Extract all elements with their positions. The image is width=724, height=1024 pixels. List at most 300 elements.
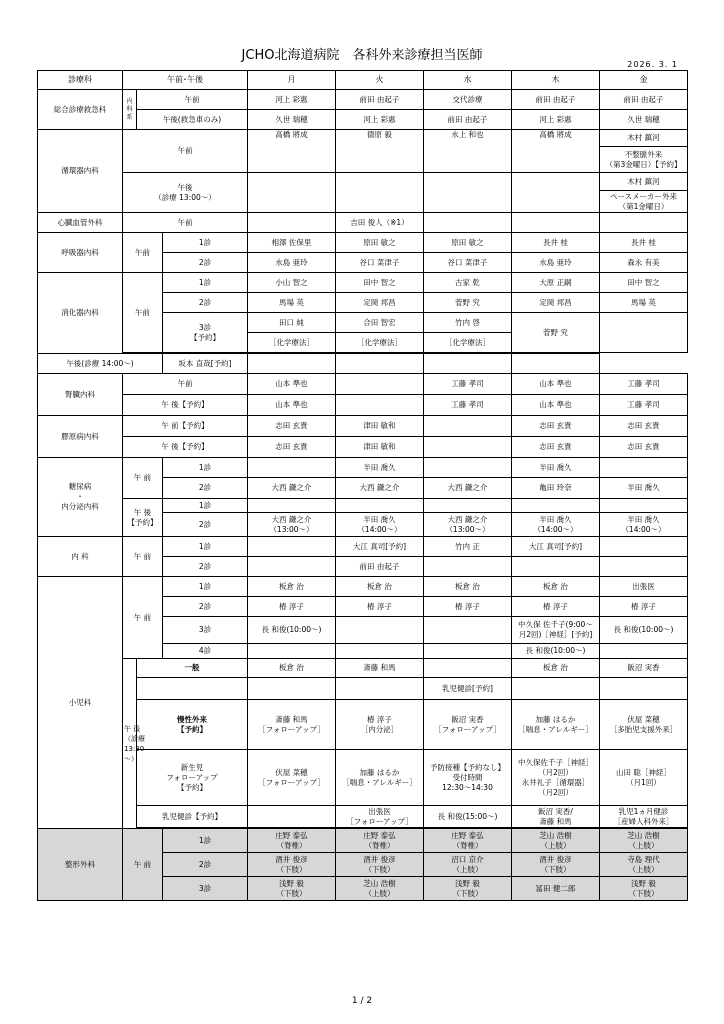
doc-line: 予防接種【予約なし】: [430, 762, 505, 772]
room-label: 2診: [163, 557, 248, 577]
note-line: ペースメーカー外来: [610, 191, 677, 201]
doctor-cell: 津田 敏和: [336, 437, 424, 458]
doc-spec: ［喘息・アレルギー］: [342, 777, 417, 787]
slot-label: [123, 173, 248, 213]
doctor-cell: [248, 499, 336, 513]
doctor-cell: 河上 彩惠: [512, 110, 600, 130]
diabetes-row3: [38, 499, 688, 513]
doctor-cell: 大西 鎌之介: [424, 478, 512, 499]
doctor-cell: 板倉 治: [248, 659, 336, 678]
doctor-cell: 田中 智之: [600, 273, 688, 293]
doctor-cell: [248, 644, 336, 659]
doc-spec: ［フォローアップ］: [434, 724, 501, 734]
room-label: 1診: [163, 829, 248, 853]
dept-diabetes: [38, 458, 123, 537]
doctor-cell: 半田 喬久: [512, 458, 600, 478]
room-label: [137, 678, 248, 700]
doc-spec: （下肢）: [276, 864, 307, 874]
peds-general-row: [38, 659, 688, 678]
doc-name: 半田 喬久: [627, 514, 660, 524]
doc-spec: （上肢）: [540, 840, 571, 850]
doctor-cell: 前田 由起子: [336, 90, 424, 110]
doc-line: （月2回）: [538, 767, 573, 777]
vascular-row: [38, 213, 688, 233]
doctor-cell: [336, 354, 424, 374]
chemo-note: ［化学療法］: [424, 333, 512, 353]
doctor-cell: [424, 458, 512, 478]
doctor-cell: 定岡 邦昌: [512, 293, 600, 313]
doc-name: 寺島 理代: [627, 854, 660, 864]
doctor-cell: 高橋 將成: [248, 130, 336, 173]
doctor-cell: [600, 499, 688, 513]
room-line: 【予約】: [177, 724, 207, 734]
doctor-cell: 半田 喬久: [600, 478, 688, 499]
room-label: [137, 750, 248, 806]
doctor-cell: [336, 678, 424, 700]
doctor-cell: [512, 750, 600, 806]
room-label: 2診: [163, 513, 248, 537]
doctor-cell: 長 和俊(10:00～): [600, 617, 688, 644]
room-label: 3診: [163, 617, 248, 644]
doc-line: 月2回)［神経］[予約]: [518, 630, 593, 639]
doctor-cell: 山本 準也: [248, 395, 336, 416]
doctor-cell: 相澤 佐保里: [248, 233, 336, 253]
dept-line: 内分泌内科: [61, 502, 99, 511]
room-label: 1診: [163, 537, 248, 557]
doctor-cell: [248, 700, 336, 750]
room-label: 2診: [163, 597, 248, 617]
doctor-cell: 前田 由起子: [336, 557, 424, 577]
col-dept: 診療科: [38, 71, 123, 90]
dept-line: 糖尿病: [68, 482, 92, 491]
doctor-cell: 大西 鎌之介: [336, 478, 424, 499]
doc-name: 庄野 泰弘: [451, 830, 484, 840]
kidney-am-row: [38, 374, 688, 395]
doctor-cell: 小山 智之: [248, 273, 336, 293]
doctor-cell: [424, 659, 512, 678]
doctor-cell: 椿 淳子: [600, 597, 688, 617]
doc-name: 庄野 泰弘: [363, 830, 396, 840]
doctor-cell: 山本 準也: [248, 374, 336, 395]
doctor-cell: 志田 玄貴: [248, 437, 336, 458]
doctor-cell: 山本 準也: [512, 395, 600, 416]
room-note: 【予約】: [190, 332, 220, 342]
doctor-cell: 斎藤 和馬: [336, 659, 424, 678]
doctor-cell: [424, 644, 512, 659]
doc-time: （13:00～）: [445, 524, 490, 534]
doc-name: 酒井 俊彦: [363, 854, 396, 864]
doctor-cell: 志田 玄貴: [512, 416, 600, 437]
doctor-cell: 半田 喬久: [336, 458, 424, 478]
doctor-cell: [248, 513, 336, 537]
doctor-cell: 原田 敏之: [336, 233, 424, 253]
slot-note: （診療 13:00～）: [154, 192, 216, 202]
doctor-cell: [600, 750, 688, 806]
room-label: 2診: [163, 253, 248, 273]
doctor-cell: 水島 亜玲: [248, 253, 336, 273]
doc-spec: （上肢）: [364, 888, 395, 898]
doc-spec: （上肢）: [628, 864, 659, 874]
col-wed: 水: [424, 71, 512, 90]
room-text: 3診: [198, 322, 212, 332]
doctor-cell: [424, 354, 512, 374]
doc-time: （14:00～）: [357, 524, 402, 534]
doctor-cell: [248, 354, 336, 374]
doctor-cell: 長 和俊(15:00～): [424, 806, 512, 828]
doctor-cell: 久世 瑞穂: [248, 110, 336, 130]
doctor-cell: 交代診療: [424, 90, 512, 110]
doc-name: 芝山 浩樹: [627, 830, 660, 840]
doctor-cell: 德原 毅: [336, 130, 424, 173]
doctor-cell: [248, 213, 336, 233]
doctor-cell: [248, 877, 336, 901]
doctor-cell: [248, 806, 336, 828]
doctor-cell: [600, 513, 688, 537]
doctor-cell: 工藤 孝司: [600, 395, 688, 416]
dept-general: 総合診療救急科: [38, 90, 123, 130]
doctor-cell: [248, 853, 336, 877]
doc-name: 椿 淳子: [367, 714, 392, 724]
doc-spec: （脊椎）: [452, 840, 483, 850]
doctor-cell: [512, 853, 600, 877]
slot-label: 午前: [123, 130, 248, 173]
col-thu: 木: [512, 71, 600, 90]
room-label: 2診: [163, 478, 248, 499]
peds-row1: [38, 577, 688, 597]
doctor-cell: 椿 淳子: [424, 597, 512, 617]
slot-text: 午後: [177, 182, 193, 192]
doc-name: 浅野 毅: [631, 878, 656, 888]
doctor-cell: 椿 淳子: [336, 597, 424, 617]
doc-line: 受付時間: [452, 772, 483, 782]
note-line: （第1金曜日）: [618, 201, 669, 211]
col-mon: 月: [248, 71, 336, 90]
doctor-cell: 板倉 治: [336, 577, 424, 597]
room-label: 1診: [163, 458, 248, 478]
doctor-cell: [512, 617, 600, 644]
doc-name: 伏屋 菜穂: [275, 767, 308, 777]
doc-spec: ［喘息・アレルギー］: [518, 724, 593, 734]
note-line: （第3金曜日）【予約】: [605, 159, 682, 169]
doctor-cell: [336, 750, 424, 806]
doctor-cell: 水上 和也: [424, 130, 512, 173]
slot-text: 午 後: [133, 507, 152, 517]
doc-line: 斎藤 和馬: [539, 816, 572, 826]
doctor-cell: 竹内 啓: [424, 313, 512, 333]
doc-spec: （月1回）: [626, 777, 661, 787]
dept-internal: 内 科: [38, 537, 123, 577]
doctor-cell: [424, 700, 512, 750]
doctor-cell: [600, 700, 688, 750]
doc-spec: ［フォローアップ］: [258, 724, 325, 734]
doctor-cell: [248, 678, 336, 700]
doctor-cell: 田口 純: [248, 313, 336, 333]
slot-label: [123, 499, 163, 537]
doctor-cell: 長 和俊(10:00～): [248, 617, 336, 644]
dept-vascular: 心臓血管外科: [38, 213, 123, 233]
slot-label: 午後(診療 14:00～): [38, 354, 163, 374]
doctor-cell: [336, 395, 424, 416]
doctor-cell: [336, 374, 424, 395]
doctor-cell: 谷口 菜津子: [336, 253, 424, 273]
doctor-cell: [512, 806, 600, 828]
doctor-cell: [512, 513, 600, 537]
slot-note: 【予約】: [127, 517, 158, 527]
doctor-cell: [600, 678, 688, 700]
slot-label: 午 後【予約】: [123, 395, 248, 416]
doctor-cell: 工藤 孝司: [600, 374, 688, 395]
slot-label: 午後(救急車のみ): [137, 110, 248, 130]
doc-spec: （脊椎）: [364, 840, 395, 850]
page-number: 1 / 2: [351, 996, 373, 1006]
doctor-cell: [424, 829, 512, 853]
doctor-cell: 志田 玄貴: [248, 416, 336, 437]
doctor-cell: [600, 853, 688, 877]
doc-name: 沼口 京介: [451, 854, 484, 864]
kidney-pm-row: [38, 395, 688, 416]
doctor-cell: [512, 700, 600, 750]
doctor-cell: 河上 彩惠: [336, 110, 424, 130]
doctor-cell: [336, 806, 424, 828]
doctor-cell: 森永 有美: [600, 253, 688, 273]
doc-name: 芝山 浩樹: [363, 878, 396, 888]
doctor-cell: [424, 853, 512, 877]
slot-line: 午 後: [124, 724, 141, 733]
doctor-cell: [248, 829, 336, 853]
ortho-row1: [38, 829, 688, 853]
slot-label: 午 前: [123, 577, 163, 659]
doctor-cell: 竹内 正: [424, 537, 512, 557]
doctor-cell: 古家 乾: [424, 273, 512, 293]
doctor-cell: 大江 真司[予約]: [512, 537, 600, 557]
room-label: [163, 313, 248, 353]
doctor-cell: 合田 智宏: [336, 313, 424, 333]
dept-kidney: 腎臓内科: [38, 374, 123, 416]
doctor-cell: 久世 瑞穂: [600, 110, 688, 130]
doc-spec: ［フォローアップ］: [258, 777, 325, 787]
doc-spec: （下肢）: [628, 888, 659, 898]
general-sub: 内科系: [123, 90, 137, 130]
doctor-cell: [424, 750, 512, 806]
dept-line: ・: [76, 492, 84, 501]
doc-spec: （下肢）: [452, 888, 483, 898]
doctor-cell: [336, 853, 424, 877]
doctor-cell: [336, 829, 424, 853]
doctor-cell: [424, 416, 512, 437]
doc-line: ［フォローアップ］: [346, 816, 413, 826]
doc-name: 冨田 健二郎: [535, 883, 576, 893]
doc-name: 加藤 はるか: [359, 767, 400, 777]
room-label: 4診: [163, 644, 248, 659]
doctor-cell: [600, 877, 688, 901]
doctor-cell: [512, 499, 600, 513]
doc-time: （14:00～）: [533, 524, 578, 534]
dept-gastro: 消化器内科: [38, 273, 123, 354]
slot-label: [123, 659, 145, 829]
doctor-cell: [512, 557, 600, 577]
doc-line: 12:30～14:30: [442, 782, 493, 792]
doc-line: 永井礼子［循環器］: [521, 777, 590, 787]
doctor-cell: 長 和俊(10:00～): [512, 644, 600, 659]
doctor-cell: [600, 644, 688, 659]
fri-note-cell: [600, 147, 688, 173]
slot-label: 午前: [123, 233, 163, 273]
doctor-cell: [424, 499, 512, 513]
doc-spec: （下肢）: [540, 864, 571, 874]
dept-ortho: 整形外科: [38, 829, 123, 901]
doctor-cell: 菅野 究: [512, 313, 600, 353]
doc-name: 山田 聡［神経］: [616, 767, 671, 777]
room-label: 1診: [163, 577, 248, 597]
issue-date: 2026. 3. 1: [627, 60, 678, 69]
doctor-cell: 椿 淳子: [512, 597, 600, 617]
resp-row1: [38, 233, 688, 253]
collagen-am-row: [38, 416, 688, 437]
room-label: 2診: [163, 293, 248, 313]
doctor-cell: 田中 智之: [336, 273, 424, 293]
slot-label: 午前: [137, 90, 248, 110]
doctor-cell: [248, 750, 336, 806]
doctor-cell: 定岡 邦昌: [336, 293, 424, 313]
col-slot: 午前･午後: [123, 71, 248, 90]
doctor-cell: [336, 877, 424, 901]
doctor-cell: 工藤 孝司: [424, 374, 512, 395]
doctor-cell: 板倉 治: [424, 577, 512, 597]
doctor-cell: [336, 700, 424, 750]
note-line: 不整脈外来: [624, 149, 663, 159]
doc-name: 浅野 毅: [455, 878, 480, 888]
doctor-cell: 飯沼 実香: [600, 659, 688, 678]
slot-label: 午 前: [123, 458, 163, 499]
doc-line: 中久保佐千子［神経］: [518, 757, 593, 767]
doctor-cell: [512, 877, 600, 901]
doctor-cell: [336, 644, 424, 659]
doc-spec: ［内分泌］: [360, 724, 399, 734]
gastro-pm-row: [38, 354, 688, 374]
room-line: 【予約】: [177, 782, 207, 792]
dept-pediatrics: 小児科: [38, 577, 123, 829]
doctor-cell: 志田 玄貴: [512, 437, 600, 458]
room-label: 1診: [163, 233, 248, 253]
col-tue: 火: [336, 71, 424, 90]
doctor-cell: 前田 由起子: [600, 90, 688, 110]
fri-note-cell: [600, 191, 688, 213]
doctor-cell: 出張医: [600, 577, 688, 597]
doctor-cell: [424, 513, 512, 537]
doctor-cell: 乳児健診[予約]: [424, 678, 512, 700]
doc-name: 半田 喬久: [363, 514, 396, 524]
doctor-cell: [512, 173, 600, 213]
slot-line: ～）: [124, 754, 138, 763]
doctor-cell: 坂本 直哉[予約]: [163, 354, 248, 374]
doctor-cell: [424, 877, 512, 901]
doctor-cell: [600, 537, 688, 557]
page-title: JCHO北海道病院 各科外来診療担当医師: [241, 48, 483, 63]
doc-line: ［産婦人科外来］: [613, 816, 674, 826]
doctor-cell: 長井 桂: [512, 233, 600, 253]
chemo-note: ［化学療法］: [248, 333, 336, 353]
doctor-cell: 長井 桂: [600, 233, 688, 253]
doc-name: 半田 喬久: [539, 514, 572, 524]
doc-line: （月2回）: [538, 787, 573, 797]
room-label: 1診: [163, 273, 248, 293]
slot-line: 13:30: [124, 744, 145, 753]
doc-name: 大西 鎌之介: [271, 514, 312, 524]
doc-spec: （下肢）: [364, 864, 395, 874]
doctor-cell: 前田 由起子: [512, 90, 600, 110]
doctor-cell: 板倉 治: [248, 577, 336, 597]
doctor-cell: 工藤 孝司: [424, 395, 512, 416]
doctor-cell: 板倉 治: [512, 659, 600, 678]
doctor-cell: 椿 淳子: [248, 597, 336, 617]
internal-row1: [38, 537, 688, 557]
doc-line: 出張医: [368, 806, 391, 816]
slot-label: 午 前: [123, 829, 163, 901]
room-line: 新生児: [180, 762, 204, 772]
doctor-cell: [336, 173, 424, 213]
chemo-note: ［化学療法］: [336, 333, 424, 353]
doctor-cell: 大西 鎌之介: [248, 478, 336, 499]
doc-line: 中久保 佐千子(9:00～: [518, 620, 593, 629]
doc-spec: （上肢）: [452, 864, 483, 874]
doctor-cell: [600, 806, 688, 828]
doctor-cell: [424, 213, 512, 233]
slot-label: 午 後【予約】: [123, 437, 248, 458]
doctor-cell: [512, 678, 600, 700]
doctor-cell: [336, 513, 424, 537]
room-label: 乳児健診【予約】: [137, 806, 248, 828]
doctor-cell: [424, 173, 512, 213]
doctor-cell: [336, 499, 424, 513]
slot-line: （診療: [124, 734, 145, 743]
room-label: 3診: [163, 877, 248, 901]
doctor-cell: [248, 173, 336, 213]
slot-label: 午前: [123, 273, 163, 353]
doctor-cell: [600, 313, 688, 353]
doctor-cell: 亀田 玲奈: [512, 478, 600, 499]
doctor-cell: 津田 敏和: [336, 416, 424, 437]
doctor-cell: [512, 213, 600, 233]
slot-label: 午 前【予約】: [123, 416, 248, 437]
room-line: フォローアップ: [166, 772, 218, 782]
doctor-cell: 馬場 英: [600, 293, 688, 313]
doctor-cell: 山本 準也: [512, 374, 600, 395]
doctor-cell: [248, 458, 336, 478]
general-am-row: [38, 90, 688, 110]
doc-spec: （下肢）: [276, 888, 307, 898]
doc-spec: （上肢）: [628, 840, 659, 850]
doctor-cell: 志田 玄貴: [600, 437, 688, 458]
dept-collagen: 膠原病内科: [38, 416, 123, 458]
doc-name: 伏屋 菜穂: [627, 714, 660, 724]
doctor-cell: [512, 354, 600, 374]
room-label: 1診: [163, 499, 248, 513]
doc-name: 加藤 はるか: [535, 714, 576, 724]
room-label: 2診: [163, 853, 248, 877]
diabetes-row1: [38, 458, 688, 478]
doctor-cell: [424, 557, 512, 577]
doctor-cell: 河上 彩惠: [248, 90, 336, 110]
collagen-pm-row: [38, 437, 688, 458]
room-label: [137, 700, 248, 750]
doctor-cell: 木村 鎮河: [600, 130, 688, 147]
col-fri: 金: [600, 71, 688, 90]
doctor-cell: 馬場 英: [248, 293, 336, 313]
room-line: 慢性外来: [177, 714, 207, 724]
doc-name: 酒井 俊彦: [539, 854, 572, 864]
doctor-cell: [600, 213, 688, 233]
slot-label: 午 前: [123, 537, 163, 577]
